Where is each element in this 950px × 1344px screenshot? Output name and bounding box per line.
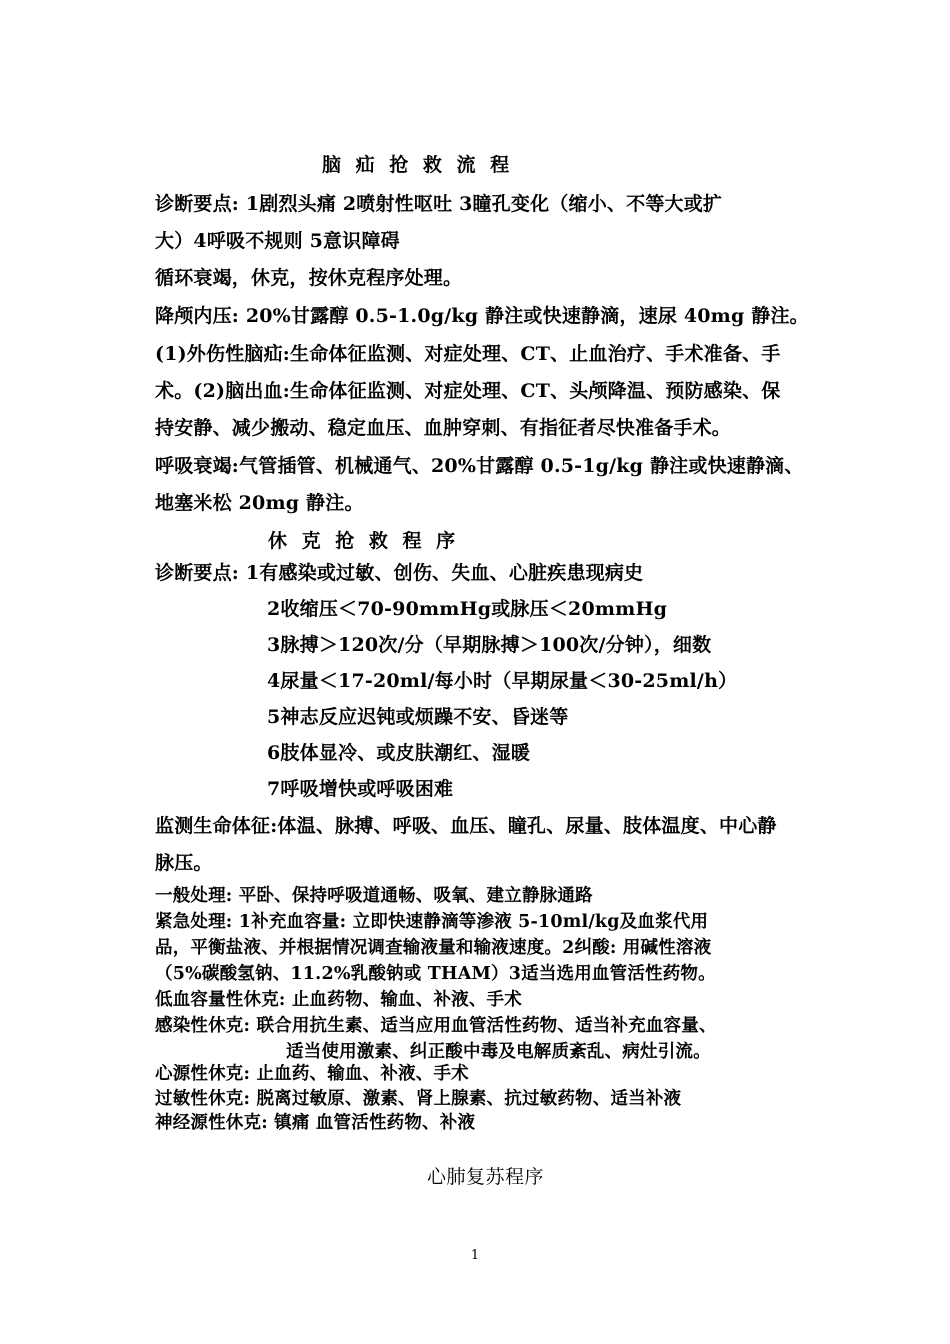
text-line: 诊断要点: 1有感染或过敏、创伤、失血、心脏疾患现病史 [155,562,644,584]
text-line: (1)外伤性脑疝:生命体征监测、对症处理、CT、止血治疗、手术准备、手 [155,343,781,365]
text-line: （5%碳酸氢钠、11.2%乳酸钠或 THAM）3适当选用血管活性药物。 [155,964,716,984]
section-title-shock: 休 克 抢 救 程 序 [268,530,460,552]
text-line: 过敏性休克: 脱离过敏原、激素、肾上腺素、抗过敏药物、适当补液 [155,1089,682,1109]
text-line: 品，平衡盐液、并根据情况调查输液量和输液速度。2纠酸: 用碱性溶液 [155,938,712,958]
text-line: 脉压。 [155,852,213,874]
text-line: 7呼吸增快或呼吸困难 [267,778,454,800]
text-line: 大）4呼吸不规则 5意识障碍 [155,230,400,252]
section-title-cpr: 心肺复苏程序 [427,1166,545,1188]
section-title-brain-herniation: 脑 疝 抢 救 流 程 [322,154,514,176]
text-line: 适当使用激素、纠正酸中毒及电解质紊乱、病灶引流。 [286,1042,711,1062]
text-line: 一般处理: 平卧、保持呼吸道通畅、吸氧、建立静脉通路 [155,886,593,906]
text-line: 低血容量性休克: 止血药物、输血、补液、手术 [155,990,522,1010]
text-line: 6肢体显冷、或皮肤潮红、湿暖 [267,742,531,764]
page-number: 1 [470,1248,480,1263]
text-line: 3脉搏＞120次/分（早期脉搏＞100次/分钟），细数 [267,634,712,656]
text-line: 紧急处理: 1补充血容量: 立即快速静滴等渗液 5-10ml/kg及血浆代用 [155,912,709,932]
text-line: 监测生命体征:体温、脉搏、呼吸、血压、瞳孔、尿量、肢体温度、中心静 [155,815,777,837]
text-line: 神经源性休克: 镇痛 血管活性药物、补液 [155,1113,476,1133]
text-line: 4尿量＜17-20ml/每小时（早期尿量＜30-25ml/h） [267,670,738,692]
text-line: 诊断要点: 1剧烈头痛 2喷射性呕吐 3瞳孔变化（缩小、不等大或扩 [155,193,723,215]
text-line: 地塞米松 20mg 静注。 [155,492,364,514]
text-line: 降颅内压: 20%甘露醇 0.5-1.0g/kg 静注或快速静滴，速尿 40mg 静注。 [155,305,809,327]
text-line: 感染性休克: 联合用抗生素、适当应用血管活性药物、适当补充血容量、 [155,1016,717,1036]
text-line: 术。(2)脑出血:生命体征监测、对症处理、CT、头颅降温、预防感染、保 [155,380,781,402]
text-line: 循环衰竭，休克，按休克程序处理。 [155,267,463,289]
text-line: 持安静、减少搬动、稳定血压、血肿穿刺、有指征者尽快准备手术。 [155,417,732,439]
text-line: 心源性休克: 止血药、输血、补液、手术 [155,1064,469,1084]
text-line: 呼吸衰竭:气管插管、机械通气、20%甘露醇 0.5-1g/kg 静注或快速静滴、 [155,455,804,477]
text-line: 5神志反应迟钝或烦躁不安、昏迷等 [267,706,569,728]
text-line: 2收缩压＜70-90mmHg或脉压＜20mmHg [267,598,668,620]
